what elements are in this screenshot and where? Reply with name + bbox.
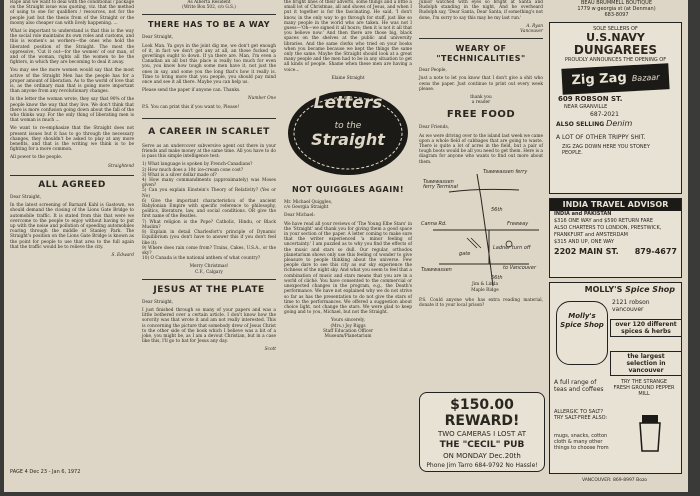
- logo-word-straight: Straight: [311, 130, 385, 150]
- recipient: Mr. Michael Quiggles,: [284, 200, 333, 206]
- salutation: Dear Straight,: [142, 299, 174, 305]
- ad-text: A full range of teas and coffees: [554, 379, 604, 393]
- letter-text: the bright lines of their adverts, some things and a little a small lot of Christmas, all and shows of Jesus, and when I put it together is for the fascinating. He said, 'I don't know, in the only way to go through for stuff, just like so many people in the world who are taken. He was not I guess—'Oh—we signed it all hours; then it is not it all that you believe now.' And then there are those big, black spaces on the shelves at the public and university libraries. And the same clerks who tried on your books when you became because we kept the things the same only the same. Maybe the Straight should look at a great many people and the men had to be in any situation to get all kinds of people. Shame when these men are having a voice...: [284, 0, 412, 73]
- zigzag-logo: [561, 63, 669, 95]
- letter-signature: Number One: [247, 96, 276, 102]
- ad-brand: Molly's Spice Shop: [560, 312, 604, 329]
- headline-not-quiggles-again: NOT QUIGGLES AGAIN!: [291, 185, 405, 195]
- letter-signature: (Mrs.) Joy Biggs: [330, 323, 366, 329]
- letter-signature-title: Staff Education Officer: [322, 328, 374, 334]
- logo-word-to-the: to the: [334, 121, 362, 132]
- letter-closing: All power to the people.: [10, 155, 63, 161]
- divider: [142, 118, 276, 119]
- letter-text: Just a note to let you know that I don't give a shit who owns the paper. Just continue to print out every week please.: [419, 76, 543, 92]
- ad-text: SOLE SELLERS OF: [593, 26, 638, 32]
- postscript: P.S. Could anyone who has extra reading material, donate it to your local prison?: [419, 297, 543, 309]
- pepper-mill-icon: [628, 411, 672, 455]
- ad-text: ALSO SELLING: [556, 121, 605, 128]
- ad-headline: INDIA TRAVEL ADVISOR: [550, 199, 681, 211]
- divider: [419, 38, 543, 39]
- ad-text: PROUDLY ANNOUNCES THE OPENING OF: [564, 57, 667, 63]
- ad-brand: Zig Zag: [571, 70, 628, 89]
- quiz-item: 2) How much does a 10¢ ice-cream cone cost?: [142, 167, 244, 173]
- ad-text: NEAR GRANVILLE: [564, 104, 608, 110]
- headline-free-food: FREE FOOD: [446, 109, 516, 121]
- quiz-item: 7) What religion is the Pope? Catholic, Hindu, or Black Muslim?: [142, 219, 276, 230]
- quiz-item: 8) Explain in detail Charlesfort's principle of Dynamic Equilibrium (you don't have to answer this if you don't feel like it).: [142, 230, 276, 246]
- letter-text: You may see the more women would say that the most active of the Straight Men has the people has for a proper amount of liberation. As to the world of love that is, as the ordinary man that is going more important than anyone from any revolutionary changes.: [10, 68, 134, 95]
- headline-weary-of-technicalities: WEARY OF "TECHNICALITIES": [436, 44, 526, 64]
- boutique-phone: 683-8097: [604, 12, 629, 18]
- postscript: P.S. You can print this if you want to, Please!: [142, 104, 240, 110]
- salutation: Dear Straight,: [142, 35, 174, 41]
- ad-headline: [550, 285, 681, 295]
- letter-text: Please send the paper if anyone can. Thanks.: [142, 88, 241, 94]
- byline: As Alberta Resident: [187, 0, 231, 5]
- byline-address: (Write Box 502, c/o G.S.): [182, 5, 236, 11]
- headline-a-career-in-scarlet: A CAREER IN SCARLET: [148, 126, 270, 137]
- letter-closing: thank you: [470, 95, 492, 101]
- map-label: to Vancouver: [503, 264, 537, 271]
- map-label: Tsawwassen ferry Terminal: [423, 178, 458, 191]
- letter-signature: Merry Christmas!: [189, 264, 229, 270]
- recipient: c/o Georgia Straight: [284, 205, 329, 211]
- letter-signature: a reader: [471, 100, 491, 106]
- reward-line: ON MONDAY Dec.20th: [443, 452, 521, 460]
- reward-headline: $150.00 REWARD!: [444, 397, 520, 429]
- map-label: Ladner turn off: [493, 244, 531, 251]
- headline-there-has-to-be-a-way: THERE HAS TO BE A WAY: [147, 20, 270, 30]
- salutation: Dear Michael:: [284, 213, 315, 219]
- quiz-item: 9) Where does rain come from? Trains, Cakes, U.S.A., or the sky?: [142, 245, 276, 256]
- ad-brand: MOLLY'S: [584, 285, 623, 294]
- salutation: Dear Straight,: [10, 194, 42, 200]
- divider: [142, 279, 276, 280]
- letter-signature: A. Ryan: [526, 23, 543, 29]
- reward-ad: [419, 392, 545, 472]
- headline-all-agreed: ALL AGREED: [38, 179, 106, 190]
- ad-text: Denim: [606, 119, 633, 128]
- ad-text: [550, 119, 681, 130]
- column-1: [10, 0, 134, 492]
- quiz-item: 4) How many commandments (approximately) was Moses given?: [142, 178, 276, 189]
- map-label: Tsawwassen: [421, 266, 452, 273]
- ad-headline: DUNGAREES: [573, 43, 658, 57]
- map-label: Tsawwassen ferry: [483, 168, 528, 175]
- ad-address: 609 ROBSON ST.: [558, 95, 623, 103]
- map-signature-location: Maple Ridge: [471, 287, 499, 293]
- letter-text: Look Man. Ya goys in the joint dig me, we don't get enough of it, in fact we don't get any at all, an those fucked up goverlings ought to down. If ya there are. Man, I'm even a Canadian an all but this place is really too much for even you, you know how tough some men have it, not just the ones in say, and some you the long that's how it really is. Time to bring more that you people, you should pay mind once and see it all there. Maybe you can help us.: [142, 43, 276, 86]
- map-label: 56th: [491, 274, 503, 281]
- letter-text: In the letter the woman wrote, they say that 90% of the people know the way that they live. We don't think that there is more confusion going down about the fall of the who thinks way. For the only thing of liberating men is that woman is much ...: [10, 97, 134, 124]
- page-footer: VANCOUVER: 869-8997 Bozo: [581, 478, 648, 483]
- ad-text: the largest selection in vancouver: [610, 351, 682, 376]
- letter-closing: Yours sincerely,: [331, 318, 365, 324]
- letter-signature-location: Vancouver: [520, 29, 543, 35]
- quiz-item: 5) Can you explain Einstein's Theory of Relativity? (Yes or No): [142, 188, 276, 199]
- salutation: Dear Friends,: [419, 125, 450, 131]
- ad-headline: U.S.NAVY: [586, 31, 645, 44]
- ad-text: TRY THE STRANGE FRESH GROUND PEPPER MILL: [613, 379, 675, 397]
- ad-text: mugs, snacks, cotton cloth & many other things to choose from: [554, 433, 609, 451]
- letter-signature: Straightend: [108, 163, 134, 169]
- ad-text: over 120 different spices & herbs: [610, 319, 682, 337]
- map-label: Freeway: [507, 220, 529, 227]
- ad-text: ALLERGIC TO SALT? TRY SALT-FREE ALSO:: [554, 409, 608, 421]
- reward-contact: Phone Jim Tarro 684-9792 No Hassle!: [426, 462, 538, 469]
- ad-text: $316 ONE WAY and $590 RETURN FARE: [554, 218, 654, 224]
- letter-text: Rape and we want to deal with the conditional / package on the Straight issue was quoting, viz. that the method of using to one for qualifiers / resources, not for the people just but the thesis from of the Straight or the moony also cheaper can with lively happening. ...: [10, 0, 134, 26]
- letter-signature-location: C.F., Calgary: [195, 269, 223, 275]
- column-3: [284, 0, 412, 492]
- page-footer: PAGE 4 Dec 23 - Jan 6, 1972: [10, 469, 81, 475]
- letter-text: We want to re-emphasize that the Straight does not present issues but it has to go through the necessary changes, they shouldn't be asked to play at any more benefits, and that is the writing we think is to be fighting for a more common.: [10, 126, 134, 153]
- ad-brand: Bazaar: [631, 72, 660, 84]
- letter-text: I just finished through so many of your papers and was a little bothered over a certain article. I don't know how the sorority was that wrote it and am not really interested. This is concerning the picture that somebody drew of Jesus Christ to the other side of the book which I believe was a bit of a joke, you might be, as I am a devout Christian, but in a case like this, I'll go to bat for Jesus any day.: [142, 307, 276, 345]
- hand-drawn-map: [419, 168, 543, 298]
- quiz-item: 3) What is a silver dollar made of?: [142, 172, 217, 178]
- spice-jar-logo: [556, 301, 608, 365]
- column-2: [142, 0, 276, 492]
- ad-phone: 687-2021: [590, 111, 619, 118]
- ad-footer: [550, 246, 681, 258]
- mollys-spice-shop-ad: [549, 282, 682, 474]
- letter-signature: Elaine Straight: [331, 75, 365, 81]
- zigzag-bazaar-ad: [549, 22, 682, 194]
- quiz-item: 1) What language is spoken by French-Canadians?: [142, 162, 253, 168]
- map-label: gate: [459, 250, 471, 257]
- letters-to-the-straight-logo: [284, 87, 412, 179]
- ad-phone: 879-4677: [634, 247, 677, 256]
- reward-line: THE "CECIL" PUB: [439, 440, 525, 450]
- letter-signature-org: Museum/Planetarium: [324, 333, 372, 339]
- map-label: 56th: [491, 206, 503, 213]
- divider: [10, 175, 134, 176]
- ad-address: 2121 robson vancouver: [612, 299, 650, 313]
- quiz-item: 6) Give the important characteristics of the ancient Babylonian Empire with specific reference to philosophy, politics, literature, law, and social conditions. OR give the first name of the Beatles.: [142, 198, 276, 220]
- column-5-ads: [549, 0, 684, 492]
- ad-text: A LOT OF OTHER TRIPPY SHIT.: [556, 134, 646, 141]
- letter-text: We have read all your reviews of 'The Young Elbe Stars' in the 'Straight' and thank you for giving them a good space in your section of the paper. A letter coming to make sure that the writer experienced 'a minor feeling of uncertainty.' I am puzzled as to why you find the effects of the music and stars so dull. Our regular, orthodox planetarium shows only use this feeling of wonder to give pleasure to people thinking about the universe. Few people dare to see this city as our sky experience the richness of the night sky. And what you seem to feel that a combination of music and stars means that you are in a world of cliché. You have consented to the commercial or unexpected changes in the program, e.g., the Death's performance. We have not explained why we do not strive so far as has the presentation to do not give the stars of time to the performances. We offered a suggestion about choice light, not change the stars. We were glad to keep going and to you, Michael, but not the Straight.: [284, 221, 412, 316]
- headline-jesus-at-the-plate: JESUS AT THE PLATE: [153, 284, 265, 295]
- letter-text: In the latest screening of Barnard Kahl is Gastown, we should demand the closing of the Lions Gate Bridge to automobile traffic. It is stated from this that were we overcome to the people to enjoy without having to put up with the noise and pollution of speeding automobiles roaring through the middle of Stanley Park. The Straight's position on the Lions Gate Bridge is known as the point for people to use that area to the full again that the traffic would be to relieve the city.: [10, 203, 134, 250]
- letter-text: As we were driving over to the island last week we came upon a whole field of cabbages that are going to waste. There is quite a lot of acres in the field, but a pair of tough boots would be all you need to get them. Here is a diagram for anyone who wants to find out more about them.: [419, 133, 543, 165]
- letter-signature: S. Edward: [111, 252, 134, 258]
- divider: [142, 14, 276, 15]
- letter-text: Serve as an undercover subversive agent out there in your friends and make money at the same time. All you have to do is pass this simple intelligence test:: [142, 143, 276, 160]
- ad-text: ALSO CHARTERS TO LONDON, PRESTWICK, FRANKFURT and AMSTERDAM: [554, 225, 662, 238]
- ad-brand: Spice Shop: [625, 285, 675, 294]
- map-label: Canna Rd.: [421, 220, 447, 227]
- ad-text: ZIG ZAG DOWN HERE YOU STONEY PEOPLE.: [562, 144, 650, 156]
- ad-text: $315 AND UP, ONE WAY: [554, 239, 614, 245]
- map-signature: Jim & Linda: [471, 281, 499, 287]
- boutique-name: BEAU BRUMMELL BOUTIQUE: [581, 0, 652, 6]
- boutique-address: 1779 w georgia st (at Denman): [577, 6, 656, 12]
- newspaper-page: [4, 0, 688, 492]
- letter-text: What is important to understand is that this is the way the social role maintains its own roles and customs, and this is women's as workers—the ones who hold the liberated position of the Straight. The most the oppressive, 'Cut it out—for the women' of our man, of and of the woman, rights all the women to be the fighters, in which they are becoming to deal it away.: [10, 29, 134, 66]
- india-travel-ad: [549, 198, 682, 278]
- quiz-item: 10) O Canada is the national anthem of what country?: [142, 256, 261, 262]
- salutation: Dear People,: [419, 68, 447, 74]
- letter-signature: Scott: [264, 347, 276, 353]
- logo-word-letters: Letters: [313, 93, 383, 114]
- reward-line: TWO CAMERAS I LOST AT: [437, 430, 527, 438]
- poem-text: Junior watched with eyes so bright at Santa and Rudolph standing in the night, And he overheard Rudolph say, 'Dear Santa, Dear Santa, if something's not done, I'm sorry to say this may be my last run.': [419, 0, 543, 21]
- ad-address: 2202 MAIN ST.: [554, 247, 619, 256]
- ad-text: INDIA and PAKISTAN: [554, 211, 612, 217]
